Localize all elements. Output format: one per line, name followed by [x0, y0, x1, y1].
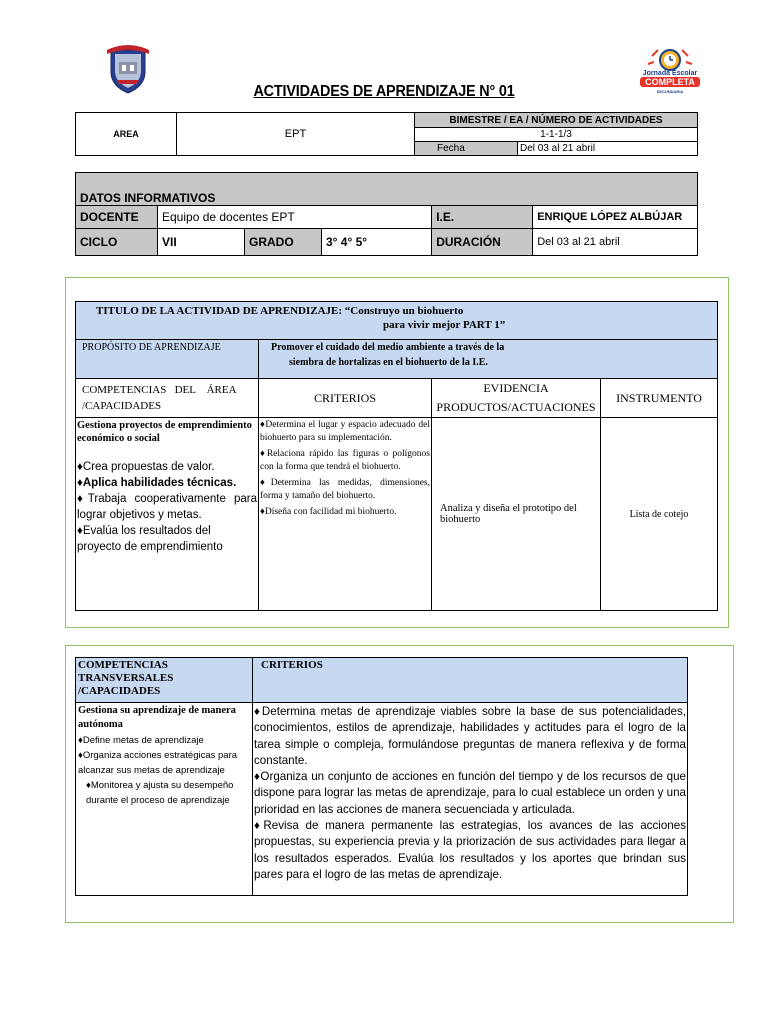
trans-col-competencias-line-2: TRANSVERSALES: [78, 672, 174, 684]
criterios-cell: [259, 418, 432, 611]
trans-criterio-item: ♦Revisa de manera permanente las estrategias, los avances de las acciones propuestas, su experiencia previa y la priorización de sus actividades para llegar a los resultados esperados. Evalúa los resultados y los aportes que brindan sus pares para el logro de las metas de aprendizaje.: [254, 819, 686, 881]
trans-competencia-cell: [76, 703, 253, 896]
trans-criterios-cell: [253, 703, 688, 896]
col-instrumento-header: INSTRUMENTO: [601, 379, 718, 418]
col-criterios-header: CRITERIOS: [259, 379, 432, 418]
trans-col-competencias-line-3: /CAPACIDADES: [78, 685, 161, 697]
area-table: [75, 112, 698, 156]
competencia-text: Gestiona proyectos de emprendimiento económico o social: [77, 420, 252, 444]
capacidad-item: ♦Crea propuestas de valor.: [77, 461, 215, 473]
trans-capacidades-list: [78, 733, 250, 808]
ie-value: ENRIQUE LÓPEZ ALBÚJAR: [533, 206, 698, 229]
criterio-item: ♦Relaciona rápido las figuras o polígonos con la forma que tendrá el biohuerto.: [260, 449, 430, 472]
ie-label: I.E.: [432, 206, 533, 229]
activity-title-cell: [76, 302, 718, 340]
capacidades-list: [77, 459, 257, 555]
duracion-value: Del 03 al 21 abril: [533, 229, 698, 256]
trans-col-competencias-header: [76, 658, 253, 703]
trans-col-competencias-line-1: COMPETENCIAS: [78, 659, 168, 671]
fecha-label: Fecha: [415, 142, 518, 156]
col-evidencia-header: [432, 379, 601, 418]
area-value: EPT: [177, 113, 415, 156]
col-evidencia-header-line-2: PRODUCTOS/ACTUACIONES: [436, 400, 596, 414]
evidencia-cell: Analiza y diseña el prototipo del biohuerto: [432, 418, 601, 611]
proposito-line-1: Promover el cuidado del medio ambiente a través de la: [271, 342, 505, 353]
trans-capacidad-item: ♦Organiza acciones estratégicas para alcanzar sus metas de aprendizaje: [78, 750, 238, 776]
trans-criterio-item: ♦Organiza un conjunto de acciones en función del tiempo y de los recursos de que dispone para lograr las metas de aprendizaje, para lo cual establece un orden y una prioridad en las acciones de manera secuenciada y articulada.: [254, 770, 686, 816]
document-title: ACTIVIDADES DE APRENDIZAJE N° 01: [253, 83, 515, 100]
trans-criterio-item: ♦Determina metas de aprendizaje viables sobre la base de sus potencialidades, conocimientos, estilos de aprendizaje, habilidades y actitudes para el logro de la tarea simple o compleja, formulándose preguntas de manera reflexiva y de forma constante.: [254, 705, 686, 767]
grado-value: 3° 4° 5°: [322, 229, 432, 256]
svg-text:SECUNDARIA: SECUNDARIA: [656, 89, 684, 94]
ciclo-value: VII: [158, 229, 245, 256]
ciclo-label: CICLO: [76, 229, 158, 256]
criterio-item: ♦Determina el lugar y espacio adecuado del biohuerto para su implementación.: [260, 420, 430, 443]
fecha-value: Del 03 al 21 abril: [518, 142, 698, 156]
trans-competencia-text: Gestiona su aprendizaje de manera autónoma: [78, 705, 236, 730]
duracion-label: DURACIÓN: [432, 229, 533, 256]
criterio-item: ♦Determina las medidas, dimensiones, forma y tamaño del biohuerto.: [260, 478, 430, 501]
docente-label: DOCENTE: [76, 206, 158, 229]
datos-informativos-table: [75, 172, 698, 256]
proposito-line-2: siembra de hortalizas en el biohuerto de la I.E.: [289, 357, 488, 368]
datos-heading: DATOS INFORMATIVOS: [76, 173, 698, 206]
activity-table: [75, 301, 718, 611]
svg-text:Jornada Escolar: Jornada Escolar: [642, 70, 698, 77]
proposito-label: PROPÓSITO DE APRENDIZAJE: [76, 340, 259, 379]
capacidad-item: ♦Trabaja cooperativamente para lograr objetivos y metas.: [77, 493, 257, 521]
activity-title-line-1: TITULO DE LA ACTIVIDAD DE APRENDIZAJE: “Construyo un biohuerto: [96, 305, 464, 317]
area-label: AREA: [76, 113, 177, 156]
bimestre-label: BIMESTRE / EA / NÚMERO DE ACTIVIDADES: [415, 113, 698, 128]
trans-capacidad-item: ♦Define metas de aprendizaje: [78, 735, 204, 746]
col-competencias-header-line-2: /CAPACIDADES: [82, 400, 162, 412]
capacidad-item: ♦Evalúa los resultados del proyecto de emprendimiento: [77, 525, 223, 553]
proposito-cell: [259, 340, 718, 379]
grado-label: GRADO: [245, 229, 322, 256]
criterio-item: ♦Diseña con facilidad mi biohuerto.: [260, 507, 397, 517]
docente-value: Equipo de docentes EPT: [158, 206, 432, 229]
trans-col-criterios-header: CRITERIOS: [253, 658, 688, 703]
competencia-cell: [76, 418, 259, 611]
svg-text:COMPLETA: COMPLETA: [645, 77, 695, 87]
bimestre-value: 1-1-1/3: [415, 128, 698, 142]
transversal-table: [75, 657, 688, 896]
instrumento-cell: Lista de cotejo: [601, 418, 718, 611]
trans-capacidad-item: ♦Monitorea y ajusta su desempeño durante el proceso de aprendizaje: [86, 780, 234, 806]
activity-title-line-2: para vivir mejor PART 1”: [383, 319, 506, 331]
col-competencias-header-line-1: COMPETENCIAS DEL ÁREA: [82, 384, 237, 396]
capacidad-item: ♦Aplica habilidades técnicas.: [77, 477, 237, 489]
col-evidencia-header-line-1: EVIDENCIA: [483, 381, 549, 395]
col-competencias-header: [76, 379, 259, 418]
